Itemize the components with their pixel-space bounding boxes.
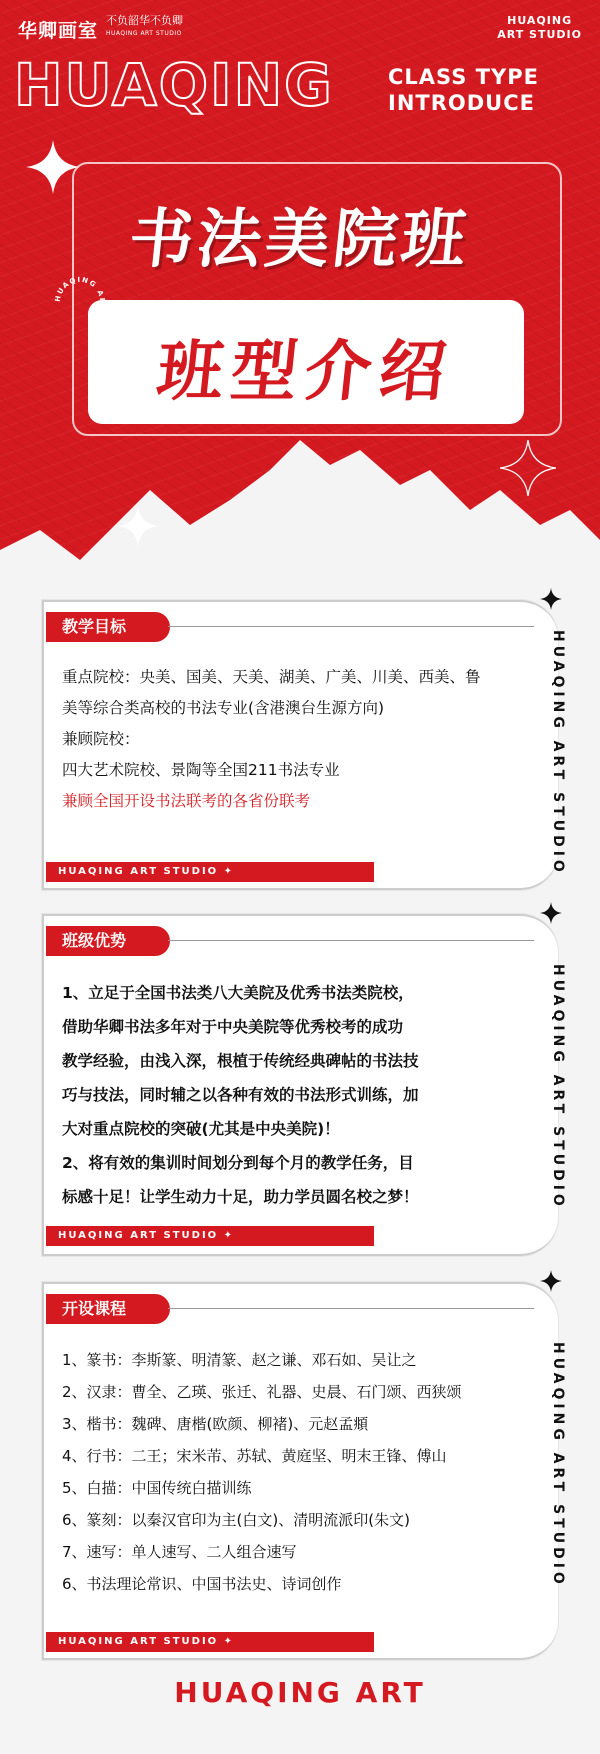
class-type-line2: INTRODUCE xyxy=(388,91,535,115)
body-line: 兼顾院校： xyxy=(62,730,140,748)
body-line: 借助华卿书法多年对于中央美院等优秀校考的成功 xyxy=(62,1018,404,1036)
section-divider xyxy=(168,940,534,941)
outline-brand-word: HUAQING xyxy=(14,51,334,119)
body-line: 2、将有效的集训时间划分到每个月的教学任务，目 xyxy=(62,1154,414,1172)
body-line: 重点院校：央美、国美、天美、湖美、广美、川美、西美、鲁 xyxy=(62,668,481,686)
course-item: 5、白描：中国传统白描训练 xyxy=(62,1479,252,1497)
footer-brand: HUAQING ART xyxy=(174,1676,426,1709)
section-body xyxy=(62,1344,532,1600)
section-label: 开设课程 xyxy=(46,1294,170,1324)
corner-star-icon xyxy=(540,902,562,924)
slogan-subtext: HUAQING ART STUDIO xyxy=(106,30,182,37)
section-label: 教学目标 xyxy=(46,612,170,642)
corner-star-icon xyxy=(540,588,562,610)
section-label: 班级优势 xyxy=(46,926,170,956)
outline-sparkle-icon xyxy=(500,440,556,496)
class-type-line1: CLASS TYPE xyxy=(388,65,539,89)
body-line: 美等综合类高校的书法专业(含港澳台生源方向) xyxy=(62,699,385,717)
sparkle-icon xyxy=(118,506,158,546)
page-title: 书法美院班 xyxy=(125,203,474,277)
body-line: 大对重点院校的突破(尤其是中央美院)！ xyxy=(62,1120,340,1138)
section-body xyxy=(62,662,532,817)
sparkle-icon xyxy=(26,140,80,194)
course-item: 6、书法理论常识、中国书法史、诗词创作 xyxy=(62,1575,342,1593)
vertical-side-text: HUAQING ART STUDIO xyxy=(550,1342,566,1588)
class-type-heading xyxy=(388,64,539,116)
course-item: 7、速写：单人速写、二人组合速写 xyxy=(62,1543,297,1561)
section-teaching-goals xyxy=(42,600,566,890)
section-courses xyxy=(42,1282,566,1660)
body-line: 巧与技法，同时辅之以各种有效的书法形式训练，加 xyxy=(62,1086,419,1104)
section-class-advantages xyxy=(42,914,566,1256)
section-body xyxy=(62,976,532,1214)
brand-slogan xyxy=(106,14,183,40)
body-line: 教学经验，由浅入深，根植于传统经典碑帖的书法技 xyxy=(62,1052,419,1070)
section-divider xyxy=(168,1308,534,1309)
section-divider xyxy=(168,626,534,627)
section-footer-bar: HUAQING ART STUDIO ✦ xyxy=(46,862,374,882)
course-item: 3、楷书：魏碑、唐楷(欧颜、柳褚)、元赵孟頫 xyxy=(62,1415,369,1433)
vertical-side-text: HUAQING ART STUDIO xyxy=(550,964,566,1210)
course-item: 4、行书：二王；宋米芾、苏轼、黄庭坚、明末王锋、傅山 xyxy=(62,1447,447,1465)
slogan-text: 不负韶华不负卿 xyxy=(106,14,183,27)
corner-tag-line2: ART STUDIO xyxy=(497,28,582,41)
page-subtitle: 班型介绍 xyxy=(153,333,458,410)
corner-tag xyxy=(497,14,582,42)
body-line-highlight: 兼顾全国开设书法联考的各省份联考 xyxy=(62,792,311,810)
corner-star-icon xyxy=(540,1270,562,1292)
circular-text-badge xyxy=(50,272,110,332)
course-item: 6、篆刻：以秦汉官印为主(白文)、清明流派印(朱文) xyxy=(62,1511,410,1529)
course-item: 1、篆书：李斯篆、明清篆、赵之谦、邓石如、吴让之 xyxy=(62,1351,417,1369)
svg-text:HUAQING ART xyxy=(54,276,106,312)
body-line: 四大艺术院校、景陶等全国211书法专业 xyxy=(62,761,340,779)
section-footer-bar: HUAQING ART STUDIO ✦ xyxy=(46,1226,374,1246)
brand-logo: 华卿画室 xyxy=(18,20,99,42)
body-line: 1、立足于全国书法类八大美院及优秀书法类院校， xyxy=(62,984,414,1002)
circle-text: HUAQING ART xyxy=(53,275,107,313)
vertical-side-text: HUAQING ART STUDIO xyxy=(550,630,566,876)
section-footer-bar: HUAQING ART STUDIO ✦ xyxy=(46,1632,374,1652)
course-item: 2、汉隶：曹全、乙瑛、张迁、礼器、史晨、石门颂、西狭颂 xyxy=(62,1383,462,1401)
body-line: 标感十足！让学生动力十足，助力学员圆名校之梦！ xyxy=(62,1188,419,1206)
corner-tag-line1: HUAQING xyxy=(507,14,573,27)
